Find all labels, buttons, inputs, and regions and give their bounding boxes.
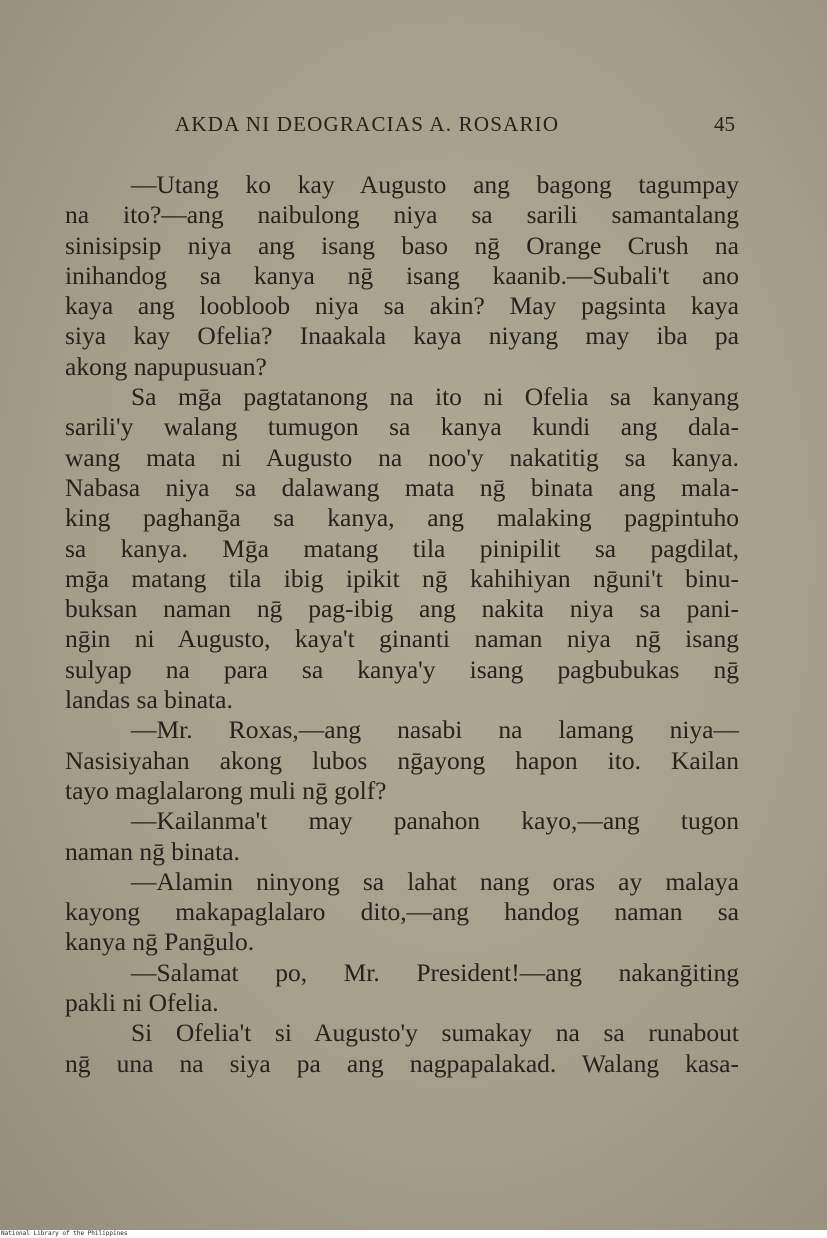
text-line: kanya nḡ Panḡulo. bbox=[65, 927, 255, 957]
text-line: wang mata ni Augusto na noo'y nakatitig sa kanya. bbox=[65, 442, 739, 472]
text-line: tayo maglalarong muli nḡ golf? bbox=[65, 775, 387, 805]
body-text bbox=[65, 170, 739, 1079]
text-line: mḡa matang tila ibig ipikit nḡ kahihiyan nḡuni't binu- bbox=[65, 563, 739, 593]
text-line: inihandog sa kanya nḡ isang kaanib.—Subali't ano bbox=[65, 260, 739, 290]
text-line: siya kay Ofelia? Inaakala kaya niyang may iba pa bbox=[65, 321, 739, 351]
text-line: —Utang ko kay Augusto ang bagong tagumpay bbox=[131, 170, 739, 199]
text-line: sa kanya. Mḡa matang tila pinipilit sa pagdilat, bbox=[65, 533, 739, 563]
running-head: AKDA NI DEOGRACIAS A. ROSARIO bbox=[175, 112, 560, 136]
text-line: buksan naman nḡ pag-ibig ang nakita niya sa pani- bbox=[65, 594, 739, 624]
footer-bar bbox=[0, 1230, 827, 1238]
text-line: nḡ una na siya pa ang nagpapalakad. Walang kasa- bbox=[65, 1048, 739, 1078]
text-line: pakli ni Ofelia. bbox=[65, 988, 219, 1018]
text-line: kayong makapaglalaro dito,—ang handog naman sa bbox=[65, 897, 739, 927]
text-line: Nabasa niya sa dalawang mata nḡ binata ang mala- bbox=[65, 472, 739, 502]
text-line: —Salamat po, Mr. President!—ang nakanḡiting bbox=[131, 957, 739, 987]
text-line: nḡin ni Augusto, kaya't ginanti naman niya nḡ isang bbox=[65, 624, 739, 654]
library-credit: National Library of the Philippines bbox=[1, 1230, 128, 1237]
text-line: sulyap na para sa kanya'y isang pagbubukas nḡ bbox=[65, 654, 739, 684]
text-line: na ito?—ang naibulong niya sa sarili samantalang bbox=[65, 200, 739, 230]
text-line: sarili'y walang tumugon sa kanya kundi ang dala- bbox=[65, 412, 739, 442]
text-line: naman nḡ binata. bbox=[65, 836, 240, 866]
page-header bbox=[0, 112, 827, 142]
page-number: 45 bbox=[714, 112, 735, 136]
text-line: akong napupusuan? bbox=[65, 351, 267, 381]
text-line: landas sa binata. bbox=[65, 685, 233, 715]
text-line: sinisipsip niya ang isang baso nḡ Orange Crush na bbox=[65, 230, 739, 260]
text-line: king paghanḡa sa kanya, ang malaking pagpintuho bbox=[65, 503, 739, 533]
text-line: Si Ofelia't si Augusto'y sumakay na sa runabout bbox=[131, 1018, 739, 1048]
text-line: —Kailanma't may panahon kayo,—ang tugon bbox=[131, 806, 739, 836]
text-line: —Mr. Roxas,—ang nasabi na lamang niya— bbox=[131, 715, 739, 745]
text-line: Nasisiyahan akong lubos nḡayong hapon ito. Kailan bbox=[65, 745, 739, 775]
text-line: —Alamin ninyong sa lahat nang oras ay malaya bbox=[131, 866, 739, 896]
text-line: kaya ang loobloob niya sa akin? May pagsinta kaya bbox=[65, 291, 739, 321]
text-line: Sa mḡa pagtatanong na ito ni Ofelia sa kanyang bbox=[131, 382, 739, 412]
